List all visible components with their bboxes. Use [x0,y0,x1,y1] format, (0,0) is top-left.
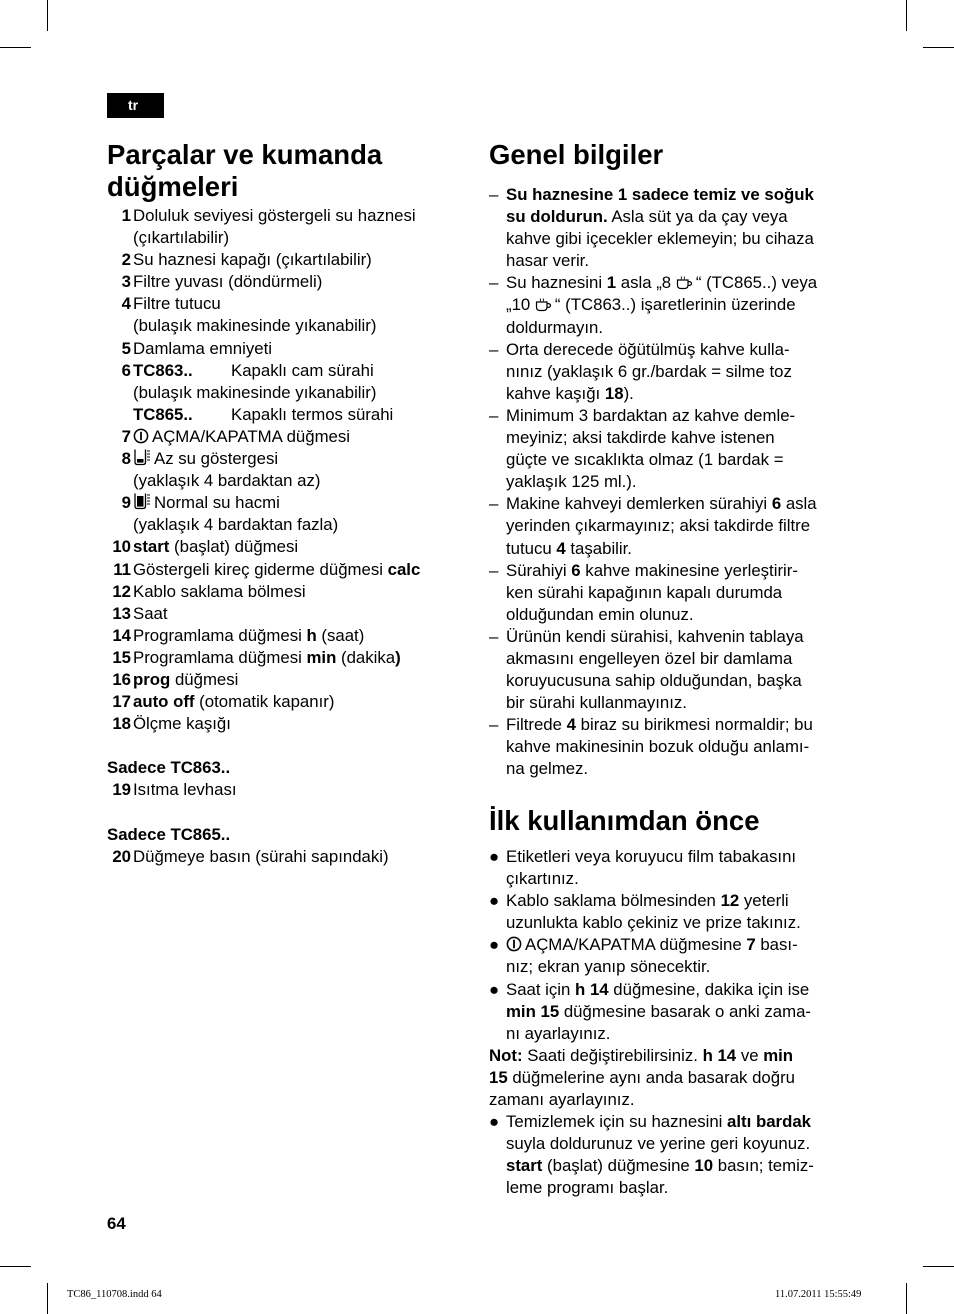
list-item: 17 auto off (otomatik kapanır) [112,692,335,712]
model-label: TC865.. [133,404,193,424]
list-item: ● Temizlemek için su haznesini altı bardak suyla doldurunuz ve yerine geri koyunuz. start (başlat) düğmesine 10 basın; temiz- leme programı başlar. [489,1112,814,1198]
list-item: – Su haznesine 1 sadece temiz ve soğuk su doldurun. Asla süt ya da çay veya kahve gibi içecekler eklemeyin; bu cihaza hasar verir. [489,185,814,271]
list-item: 6 TC863.. Kapaklı cam sürahi [107,360,420,382]
parts-title-line2: düğmeleri [107,171,239,202]
print-slug-date: 11.07.2011 15:55:49 [775,1289,862,1300]
note-paragraph: Not: Saati değiştirebilirsiniz. h 14 ve min 15 düğmelerine aynı anda basarak doğru zamanı ayarlayınız. [489,1045,796,1110]
general-info-title: Genel bilgiler [489,139,664,170]
parts-title [107,139,382,203]
list-item: 12 Kablo saklama bölmesi [112,581,306,601]
list-item: ● Saat için h 14 düğmesine, dakika için ise min 15 düğmesine basarak o anki zama- nı ayarlayınız. [489,979,812,1043]
list-item-sub: (yaklaşık 4 bardaktan az) [133,471,321,491]
list-item: 15 Programlama düğmesi min (dakika) [112,647,401,667]
section-label-tc863: Sadece TC863.. [107,758,231,778]
low-water-icon [133,448,151,466]
list-item-sub: (çıkartılabilir) [133,228,230,248]
crop-mark [923,47,954,48]
crop-mark [0,47,31,48]
list-item: 18 Ölçme kaşığı [112,714,231,734]
first-use-title: İlk kullanımdan önce [489,805,760,836]
full-water-icon [133,492,151,510]
print-slug-file: TC86_110708.indd 64 [67,1289,162,1300]
model-label: TC863.. [133,360,193,380]
list-item: 13 Saat [112,603,168,623]
list-item: 1 Doluluk seviyesi göstergeli su haznesi [121,206,416,225]
list-item: 20 Düğmeye basın (sürahi sapındaki) [112,846,389,866]
list-item: 2 Su haznesi kapağı (çıkartılabilir) [121,250,372,270]
section-label-tc865: Sadece TC865.. [107,824,231,844]
list-item: 14 Programlama düğmesi h (saat) [112,625,365,645]
first-use-list [489,846,869,1200]
crop-mark [906,0,907,31]
list-item: 8 Az su göstergesi [121,449,279,469]
list-item: ● Etiketleri veya koruyucu film tabakasını çıkartınız. [489,847,797,889]
power-icon [506,936,522,952]
general-info-list [489,184,869,781]
list-item: 7 AÇMA/KAPATMA düğmesi [121,426,351,446]
crop-mark [0,1266,31,1267]
list-item: 9 Normal su hacmi [121,493,280,513]
list-item: 19 Isıtma levhası [112,780,237,800]
list-item: 11 Göstergeli kireç giderme düğmesi calc [113,559,421,579]
list-item-sub: (bulaşık makinesinde yıkanabilir) [133,382,377,402]
list-item-sub: (bulaşık makinesinde yıkanabilir) [133,316,377,336]
parts-title-line1: Parçalar ve kumanda [107,139,383,170]
cup-icon [535,298,552,312]
list-item: – Filtrede 4 biraz su birikmesi normaldir; bu kahve makinesinin bozuk olduğu anlamı- na gelmez. [489,715,813,779]
crop-mark [47,1283,48,1314]
crop-mark [47,0,48,31]
list-item: 5 Damlama emniyeti [121,338,272,358]
list-item: 3 Filtre yuvası (döndürmeli) [121,272,323,292]
list-item: 16 prog düğmesi [112,669,239,689]
list-item: – Sürahiyi 6 kahve makinesine yerleştirir- ken sürahi kapağının kapalı durumda olduğundan emin olunuz. [489,560,798,624]
list-item: ● AÇMA/KAPATMA düğmesine 7 bası- nız; ekran yanıp sönecektir. [489,935,798,977]
list-item: – Su haznesini 1 asla „8 “ (TC865..) veya „10 “ (TC863..) işaretlerinin üzerinde doldurmayın. [489,273,818,337]
cup-icon [676,276,693,290]
page-number: 64 [107,1214,126,1233]
list-item-sub: (yaklaşık 4 bardaktan fazla) [133,515,339,535]
crop-mark [906,1283,907,1314]
list-item: – Minimum 3 bardaktan az kahve demle- meyiniz; aksi takdirde kahve istenen güçte ve sıcaklıkta olmaz (1 bardak = yaklaşık 125 ml.). [489,405,796,492]
parts-list [107,205,420,868]
power-icon [133,428,149,444]
list-item: – Orta derecede öğütülmüş kahve kulla- nınız (yaklaşık 6 gr./bardak = silme toz kahve kaşığı 18). [489,339,792,403]
list-item-sub: TC865.. Kapaklı termos sürahi [107,404,420,426]
list-item: ● Kablo saklama bölmesinden 12 yeterli uzunlukta kablo çekiniz ve prize takınız. [489,891,801,933]
language-tab: tr [107,93,164,118]
crop-mark [923,1266,954,1267]
list-item: 4 Filtre tutucu [121,294,221,314]
list-item: 10 start (başlat) düğmesi [112,537,299,557]
list-item: – Makine kahveyi demlerken sürahiyi 6 asla yerinden çıkarmayınız; aksi takdirde filtre tutucu 4 taşabilir. [489,494,817,558]
list-item: – Ürünün kendi sürahisi, kahvenin tablaya akmasını engelleyen özel bir damlama koruyucusuna sahip olduğundan, başka bir sürahi kullanmayınız. [489,626,804,713]
